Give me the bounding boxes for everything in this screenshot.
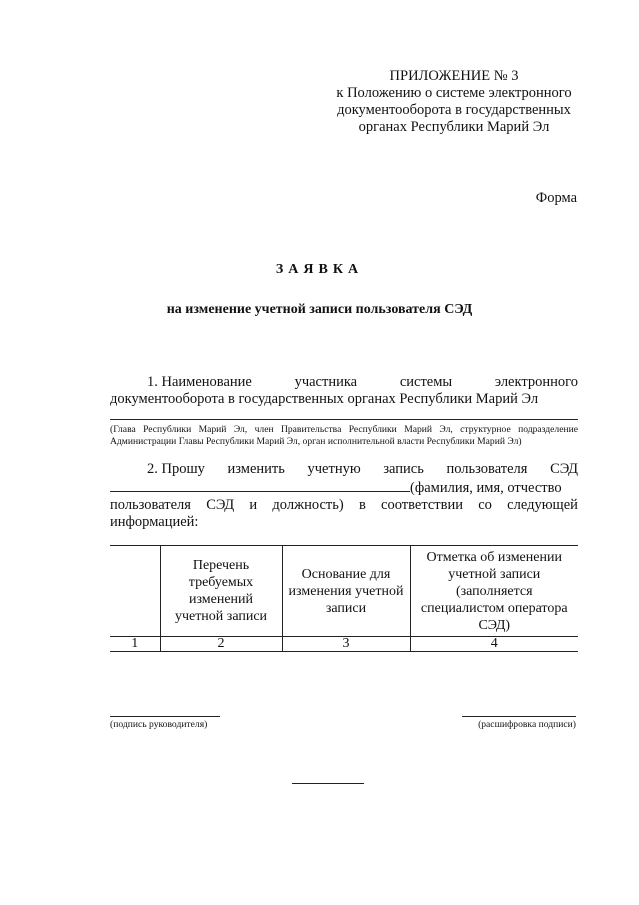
- p2-word: СЭД: [550, 461, 578, 477]
- signature-decoding-label: (расшифровка подписи): [478, 719, 576, 730]
- paragraph-1-line-1: [110, 374, 578, 391]
- p2-word: СЭД: [206, 497, 235, 513]
- p1-word: 1. Наименование: [147, 374, 252, 390]
- p2-word: со: [478, 497, 492, 513]
- table-number-cell: 1: [110, 637, 160, 652]
- table-header-cell: Перечень требуемых изменений учетной записи: [160, 546, 282, 637]
- table-header-row: [110, 546, 578, 637]
- p2-word: и: [249, 497, 258, 513]
- table-number-cell: 2: [160, 637, 282, 652]
- p2-word: должность): [272, 497, 344, 513]
- p2-word: соответствии: [381, 497, 463, 513]
- table-number-cell: 4: [410, 637, 578, 652]
- annex-line-3: документооборота в государственных: [337, 102, 571, 118]
- paragraph-2: [110, 461, 578, 531]
- annex-line-4: органах Республики Марий Эл: [358, 119, 550, 135]
- p2-word: учетную: [307, 461, 361, 477]
- paragraph-2-line-1: [110, 461, 578, 478]
- form-label: Форма: [535, 190, 577, 206]
- p1-word: участника: [294, 374, 358, 390]
- paragraph-2-line-4: информацией:: [110, 514, 199, 530]
- table-number-cell: 3: [282, 637, 410, 652]
- p2-word: 2. Прошу: [147, 461, 205, 477]
- paragraph-2-line-3: [110, 497, 578, 514]
- document-title: ЗАЯВКА: [275, 262, 364, 277]
- p2-word: запись: [383, 461, 424, 477]
- p2-word: пользователя: [110, 497, 191, 513]
- p2-word: пользователя: [446, 461, 528, 477]
- closing-separator-line: [292, 783, 364, 784]
- paragraph-1-line-2: документооборота в государственных органах Республики Марий Эл: [110, 391, 539, 407]
- user-name-hint: (фамилия, имя, отчество: [410, 480, 562, 496]
- annex-number: ПРИЛОЖЕНИЕ № 3: [389, 68, 519, 84]
- p2-word: в: [358, 497, 366, 513]
- p1-word: системы: [399, 374, 453, 390]
- paragraph-2-line-2: [110, 478, 578, 497]
- table-header-cell: [110, 546, 160, 637]
- annex-header: [310, 68, 598, 136]
- p2-word: следующей: [507, 497, 578, 513]
- signature-label: (подпись руководителя): [110, 719, 208, 730]
- org-name-blank-line: [110, 419, 578, 420]
- p1-word: электронного: [494, 374, 578, 390]
- signature-blank-line: [110, 716, 220, 717]
- annex-line-2: к Положению о системе электронного: [336, 85, 572, 101]
- table-header-cell: Отметка об изменении учетной записи (заполняется специалистом оператора СЭД): [410, 546, 578, 637]
- p2-word: изменить: [227, 461, 285, 477]
- table-number-row: [110, 637, 578, 652]
- user-name-blank-line: [110, 478, 410, 492]
- signature-decoding-blank-line: [462, 716, 576, 717]
- changes-table: [110, 545, 578, 652]
- table-header-cell: Основание для изменения учетной записи: [282, 546, 410, 637]
- org-name-hint: (Глава Республики Марий Эл, член Правительства Республики Марий Эл, структурное подразделение Администрации Главы Республики Марий Эл, орган исполнительной власти Республики Марий Эл): [110, 424, 578, 447]
- paragraph-1: [110, 374, 578, 408]
- document-subtitle: на изменение учетной записи пользователя СЭД: [166, 302, 473, 317]
